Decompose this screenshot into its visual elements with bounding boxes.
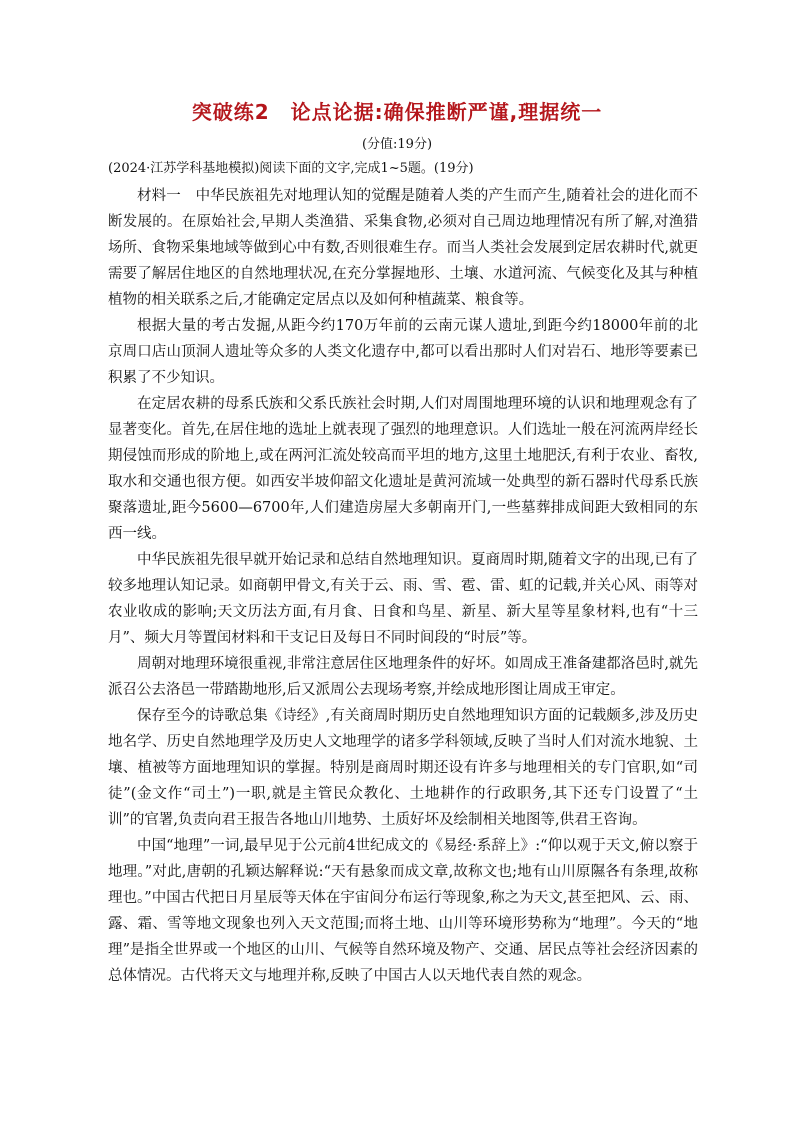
- page-title: 突破练2 论点论据:确保推断严谨,理据统一: [191, 100, 603, 124]
- paragraph: 中华民族祖先很早就开始记录和总结自然地理知识。夏商周时期,随着文字的出现,已有了较多地理认知记录。如商朝甲骨文,有关于云、雨、雪、雹、雷、虹的记载,并关心风、雨等对农业收成的影响;天文历法方面,有月食、日食和鸟星、新星、新大星等星象材料,也有“十三月”、频大月等置闰材料和干支记日及每日不同时间段的“时辰”等。: [108, 552, 698, 646]
- reading-passage: [108, 183, 698, 989]
- paragraph: 在定居农耕的母系氏族和父系氏族社会时期,人们对周围地理环境的认识和地理观念有了显著变化。首先,在居住地的选址上就表现了强烈的地理意识。人们选址一般在河流两岸经长期侵蚀而形成的阶地上,或在两河汇流处较高而平坦的地方,这里土地肥沃,有利于农业、畜牧,取水和交通也很方便。如西安半坡仰韶文化遗址是黄河流域一处典型的新石器时代母系氏族聚落遗址,距今5600—6700年,人们建造房屋大多朝南开门,一些墓葬排成间距大致相同的东西一线。: [108, 396, 698, 542]
- paragraph: 材料一 中华民族祖先对地理认知的觉醒是随着人类的产生而产生,随着社会的进化而不断发展的。在原始社会,早期人类渔猎、采集食物,必须对自己周边地理情况有所了解,对渔猎场所、食物采集地域等做到心中有数,否则很难生存。而当人类社会发展到定居农耕时代,就更需要了解居住地区的自然地理状况,在充分掌握地形、土壤、水道河流、气候变化及其与种植植物的相关联系之后,才能确定定居点以及如何种植蔬菜、粮食等。: [108, 188, 698, 308]
- score-note: (分值:19分): [361, 137, 433, 152]
- paragraph: 保存至今的诗歌总集《诗经》,有关商周时期历史自然地理知识方面的记载颇多,涉及历史地名学、历史自然地理学及历史人文地理学的诸多学科领域,反映了当时人们对流水地貌、土壤、植被等方面地理知识的掌握。特别是商周时期还设有许多与地理相关的专门官职,如“司徒”(金文作“司土”)一职,就是主管民众教化、土地耕作的行政职务,其下还专门设置了“土训”的官署,负责向君王报告各地山川地势、土质好坏及绘制相关地图等,供君王咨询。: [108, 708, 698, 828]
- paragraph: 中国“地理”一词,最早见于公元前4世纪成文的《易经·系辞上》:“仰以观于天文,俯以察于地理。”对此,唐朝的孔颖达解释说:“天有悬象而成文章,故称文也;地有山川原隰各有条理,故称理也。”中国古代把日月星辰等天体在宇宙间分布运行等现象,称之为天文,甚至把风、云、雨、露、霜、雪等地文现象也列入天文范围;而将土地、山川等环境形势称为“地理”。今天的“地理”是指全世界或一个地区的山川、气候等自然环境及物产、交通、居民点等社会经济因素的总体情况。古代将天文与地理并称,反映了中国古人以天地代表自然的观念。: [108, 838, 698, 984]
- paragraph: 根据大量的考古发掘,从距今约170万年前的云南元谋人遗址,到距今约18000年前的北京周口店山顶洞人遗址等众多的人类文化遗存中,都可以看出那时人们对岩石、地形等要素已积累了不少知识。: [108, 318, 698, 386]
- question-source: (2024·江苏学科基地模拟)阅读下面的文字,完成1~5题。(19分): [108, 161, 474, 176]
- paragraph: 周朝对地理环境很重视,非常注意居住区地理条件的好坏。如周成王准备建都洛邑时,就先派召公去洛邑一带踏勘地形,后又派周公去现场考察,并绘成地形图让周成王审定。: [108, 656, 698, 698]
